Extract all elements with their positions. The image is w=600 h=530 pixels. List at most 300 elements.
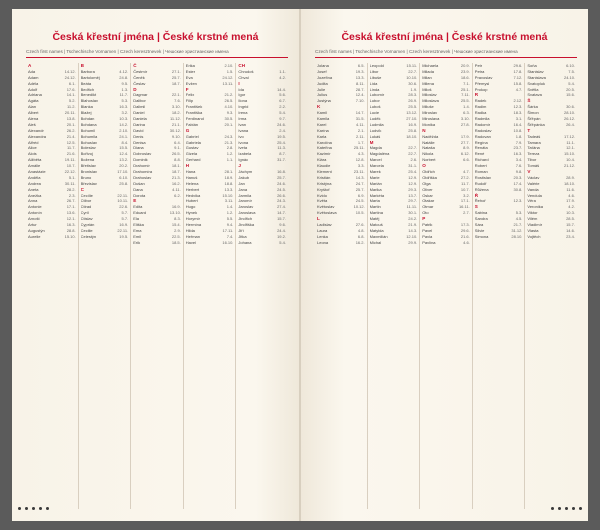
name-day-date: 1.9.	[410, 86, 418, 92]
name-day-date: 25.8.	[408, 127, 418, 133]
name-day-date: 6.10.	[119, 174, 129, 180]
name-day-date: 8.8.	[174, 157, 181, 163]
first-name: Lubomír	[369, 92, 385, 98]
letter-label: P	[422, 216, 426, 222]
name-day-date: 18.7.	[171, 169, 181, 175]
first-name: Alžběta	[28, 157, 42, 163]
name-day-date: 16.3.	[66, 222, 76, 228]
name-day-date: 8.7.	[279, 151, 286, 157]
name-day-date: 5.6.	[279, 92, 286, 98]
name-day-date: 3.11.	[224, 198, 234, 204]
first-name: Klára	[317, 157, 327, 163]
first-name: Kvido	[317, 192, 328, 198]
name-day-date: 25.5.	[408, 104, 418, 110]
name-day-date: 21.3.	[171, 174, 181, 180]
first-name: Bohdan	[80, 116, 95, 122]
name-column	[368, 63, 421, 509]
first-name: Šťěpánka	[527, 121, 545, 127]
first-name: Ivona	[238, 139, 249, 145]
first-name: Kryštof	[317, 186, 330, 192]
first-name: Justýna	[317, 98, 331, 104]
name-day-date: 6.10.	[566, 63, 575, 68]
name-day-date: 9.6.	[279, 222, 286, 228]
planner-spread	[12, 9, 588, 521]
first-name: Přemysl	[474, 80, 490, 86]
first-name: Felix	[185, 92, 195, 98]
name-day-date: 20.3.	[513, 174, 523, 180]
name-day-date: 5.5.	[226, 216, 234, 222]
first-name: Alice	[28, 145, 37, 151]
first-name: Cyril	[80, 210, 89, 216]
name-column	[131, 63, 184, 509]
first-name: Artur	[28, 222, 37, 228]
first-name: Čestmír	[133, 68, 148, 74]
first-name: Bedřich	[80, 86, 95, 92]
first-name: Iveta	[238, 145, 248, 151]
first-name: Jitka	[238, 233, 247, 239]
name-day-date: 17.9.	[566, 198, 575, 204]
name-day-date: 24.7.	[355, 180, 365, 186]
name-row	[238, 240, 286, 246]
first-name: Magda	[369, 145, 382, 151]
letter-label: Č	[133, 63, 137, 68]
name-day-date: 22.6.	[119, 204, 129, 210]
first-name: Ctislav	[80, 216, 93, 222]
first-name: Antonie	[28, 204, 42, 210]
letter-label: G	[185, 127, 190, 133]
first-name: Ester	[185, 68, 196, 74]
name-day-date: 20.9.	[460, 63, 470, 68]
name-day-date: 11.6.	[566, 186, 575, 192]
name-day-date: 14.3.	[355, 174, 365, 180]
name-day-date: 22.7.	[408, 151, 418, 157]
first-name: Jiří	[238, 227, 244, 233]
name-day-date: 27.4.	[277, 204, 286, 210]
first-name: Blažej	[80, 110, 92, 116]
letter-label: B	[80, 63, 84, 68]
name-day-date: 19.11.	[64, 157, 76, 163]
letter-label: CH	[238, 63, 246, 68]
name-day-date: 25.8.	[119, 180, 129, 186]
name-day-date: 26.12.	[563, 116, 575, 122]
first-name: Beáta	[80, 80, 92, 86]
name-day-date: 8.11.	[355, 80, 365, 86]
name-day-date: 14.12.	[64, 68, 76, 74]
first-name: Pravoslav	[474, 74, 493, 80]
name-day-date: 16.2.	[171, 180, 181, 186]
first-name: Miluše	[422, 104, 434, 110]
name-day-date: 1.5.	[226, 68, 234, 74]
name-day-date: 24.10.	[563, 74, 575, 80]
name-day-date: 20.2.	[119, 163, 129, 169]
name-day-date: 12.10.	[406, 233, 418, 239]
name-day-date: 16.11.	[458, 204, 470, 210]
first-name: Darina	[133, 121, 145, 127]
name-day-date: 28.8.	[66, 227, 76, 233]
first-name: Bartoloměj	[80, 74, 100, 80]
name-day-date: 7.6.	[515, 163, 523, 169]
name-day-date: 2.7.	[463, 210, 470, 216]
first-name: Dominik	[133, 157, 148, 163]
first-name: Luboš	[369, 104, 381, 110]
first-name: Ctirad	[80, 204, 92, 210]
first-name: Sandra	[474, 216, 488, 222]
name-day-date: 7.1.	[463, 80, 470, 86]
name-day-date: 21.3.	[224, 139, 234, 145]
first-name: Vilém	[527, 216, 538, 222]
perforation-dot	[565, 507, 568, 510]
name-day-date: 5.4.	[568, 80, 575, 86]
name-day-date: 17.8.	[513, 68, 523, 74]
first-name: Adéla	[28, 80, 39, 86]
name-day-date: 15.10.	[222, 192, 234, 198]
name-day-date: 29.6.	[460, 227, 470, 233]
first-name: Denisa	[133, 139, 146, 145]
first-name: Anastázie	[28, 169, 46, 175]
name-day-date: 4.6.	[463, 239, 470, 245]
name-day-date: 24.8.	[119, 74, 129, 80]
name-day-date: 14.2.	[119, 121, 129, 127]
first-name: Jana	[238, 186, 248, 192]
name-day-date: 2.3.	[68, 192, 76, 198]
name-day-date: 2.11.	[355, 133, 365, 139]
first-name: Matylda	[369, 227, 384, 233]
first-name: Lenka	[317, 233, 328, 239]
first-name: Pavel	[422, 227, 433, 233]
first-name: David	[133, 127, 144, 133]
first-name: Heřman	[185, 233, 201, 239]
first-name: Rostislav	[474, 174, 492, 180]
first-name: Daniel	[133, 110, 145, 116]
name-day-date: 11.2.	[66, 104, 76, 110]
name-day-date: 9.4.	[226, 222, 234, 228]
name-day-date: 22.11.	[117, 192, 129, 198]
name-day-date: 7.12.	[513, 74, 523, 80]
first-name: Naděžda	[422, 133, 439, 139]
first-name: Šťěpán	[527, 116, 541, 122]
first-name: Barbora	[80, 68, 95, 74]
name-day-date: 6.2.	[174, 192, 181, 198]
first-name: Růžena	[474, 186, 489, 192]
name-day-date: 20.5.	[566, 86, 575, 92]
name-day-date: 7.4.	[226, 233, 234, 239]
name-day-date: 6.8.	[357, 233, 365, 239]
name-day-date: 30.5.	[224, 116, 234, 122]
first-name: Dobroslav	[133, 151, 152, 157]
name-day-date: 14.4.	[277, 86, 286, 92]
first-name: Tamara	[527, 139, 541, 145]
name-day-date: 15.11.	[406, 63, 418, 68]
name-day-date: 27.1.	[171, 68, 181, 74]
first-name: Agáta	[28, 98, 39, 104]
first-name: Hugo	[185, 204, 196, 210]
name-day-date: 25.7.	[277, 174, 286, 180]
first-name: Svatava	[527, 92, 542, 98]
name-day-date: 1.4.	[463, 104, 470, 110]
first-name: Emil	[133, 233, 141, 239]
first-name: Cyprián	[80, 222, 95, 228]
first-name: Renáta	[474, 145, 488, 151]
first-name: Otakar	[422, 198, 435, 204]
first-name: Ivana	[238, 127, 249, 133]
name-day-date: 25.4.	[408, 169, 418, 175]
name-day-date: 3.3.	[357, 163, 365, 169]
name-day-date: 26.5.	[171, 151, 181, 157]
name-day-date: 4.3.	[357, 151, 365, 157]
name-day-date: 18.10.	[406, 133, 418, 139]
first-name: Ctibor	[80, 198, 92, 204]
perforation-dots	[18, 507, 49, 510]
name-day-date: 16.3.	[513, 151, 523, 157]
first-name: Kamil	[317, 110, 328, 116]
first-name: Norbert	[422, 157, 436, 163]
name-day-date: 11.3.	[277, 145, 286, 151]
first-name: Stanislava	[527, 74, 546, 80]
name-day-date: 24.1.	[119, 133, 129, 139]
name-day-date: 19.5.	[119, 233, 129, 239]
first-name: Milena	[422, 80, 434, 86]
name-day-date: 27.10.	[406, 116, 418, 122]
name-day-date: 17.11.	[222, 227, 234, 233]
first-name: Michal	[369, 239, 382, 245]
name-day-date: 5.7.	[121, 216, 129, 222]
first-name: Judita	[317, 80, 328, 86]
name-day-date: 18.6.	[460, 74, 470, 80]
first-name: Oliver	[422, 186, 433, 192]
first-name: Augustýn	[28, 227, 45, 233]
first-name: Hedvika	[185, 192, 201, 198]
name-day-date: 13.3.	[355, 74, 365, 80]
name-day-date: 16.3.	[119, 104, 129, 110]
name-day-date: 21.7.	[513, 222, 523, 228]
name-day-date: 17.10.	[117, 169, 129, 175]
first-name: Karína	[317, 127, 329, 133]
first-name: Vanda	[527, 186, 539, 192]
first-name: Rudolf	[474, 180, 487, 186]
name-day-date: 28.9.	[566, 174, 575, 180]
name-day-date: 25.5.	[460, 98, 470, 104]
name-day-date: 11.1.	[566, 139, 575, 145]
name-day-date: 18.9.	[224, 174, 234, 180]
first-name: Ladislav	[317, 222, 332, 228]
name-column	[236, 63, 288, 509]
name-day-date: 1.2.	[226, 210, 234, 216]
first-name: Roman	[474, 169, 488, 175]
name-day-date: 6.5.	[357, 63, 365, 68]
letter-label: N	[422, 127, 426, 133]
name-day-date: 31.5.	[355, 116, 365, 122]
name-day-date: 16.10.	[222, 239, 234, 245]
name-day-date: 2.12.	[513, 98, 523, 104]
name-day-date: 21.1.	[171, 121, 181, 127]
name-row	[186, 240, 234, 246]
name-day-date: 5.7.	[121, 210, 129, 216]
name-day-date: 26.5.	[224, 98, 234, 104]
first-name: Monika	[422, 121, 436, 127]
name-row	[317, 240, 365, 246]
name-column	[473, 63, 526, 509]
name-column	[525, 63, 577, 509]
perforation-dot	[32, 507, 35, 510]
name-day-date: 18.5.	[171, 239, 181, 245]
first-name: Květoslav	[317, 204, 335, 210]
name-day-date: 18.2.	[171, 110, 181, 116]
name-day-date: 17.9.	[460, 133, 470, 139]
first-name: Karla	[317, 133, 327, 139]
name-day-date: 12.9.	[408, 174, 418, 180]
first-name: Jozefína	[317, 74, 333, 80]
name-day-date: 18.3.	[513, 110, 523, 116]
name-day-date: 16.4.	[513, 121, 523, 127]
name-day-date: 5.1.	[68, 174, 76, 180]
name-day-date: 3.2.	[121, 110, 129, 116]
first-name: Marcel	[369, 157, 382, 163]
name-day-date: 10.7.	[66, 163, 76, 169]
name-day-date: 7.10.	[355, 98, 365, 104]
first-name: Jáchym	[238, 169, 253, 175]
first-name: Klement	[317, 169, 332, 175]
first-name: Dušan	[133, 180, 145, 186]
name-day-date: 10.12.	[353, 204, 365, 210]
name-day-date: 29.6.	[513, 63, 523, 68]
name-day-date: 30.8.	[513, 186, 523, 192]
name-day-date: 26.4.	[566, 121, 575, 127]
name-day-date: 25.1.	[460, 86, 470, 92]
name-columns	[315, 63, 577, 509]
letter-label: T	[527, 127, 531, 133]
first-name: Vladimír	[527, 222, 543, 228]
name-day-date: 2.10.	[224, 63, 234, 68]
first-name: Tereza	[527, 151, 540, 157]
first-name: Pavlína	[422, 239, 436, 245]
letter-label: D	[133, 86, 137, 92]
first-name: Ingrid	[238, 104, 249, 110]
name-day-date: 13.2.	[119, 157, 129, 163]
name-day-date: 4.5.	[515, 216, 523, 222]
first-name: Vlasta	[527, 227, 539, 233]
name-day-date: 10.7.	[460, 186, 470, 192]
first-name: Františka	[185, 110, 203, 116]
name-day-date: 16.9.	[119, 222, 129, 228]
first-name: Jaroslav	[238, 204, 254, 210]
first-name: Lucie	[369, 110, 380, 116]
first-name: Ilona	[238, 98, 248, 104]
first-name: Šimon	[527, 110, 539, 116]
first-name: Miloš	[422, 86, 432, 92]
name-day-date: 30.6.	[408, 80, 418, 86]
first-name: Simona	[474, 233, 489, 239]
first-name: Fabián	[185, 121, 199, 127]
name-day-date: 24.3.	[277, 198, 286, 204]
first-name: Vojtěch	[527, 233, 541, 239]
first-name: Oldřich	[422, 169, 435, 175]
first-name: Stanislav	[527, 68, 544, 74]
first-name: Jaroslava	[238, 210, 256, 216]
first-name: Jaromír	[238, 198, 252, 204]
name-day-date: 24.6.	[277, 180, 286, 186]
first-name: Ela	[133, 216, 139, 222]
first-name: René	[474, 151, 485, 157]
letter-label: S	[474, 204, 478, 210]
name-day-date: 16.9.	[171, 204, 181, 210]
first-name: Adriana	[28, 92, 42, 98]
first-name: Tibor	[527, 157, 537, 163]
first-name: Dana	[133, 186, 143, 192]
page-title: Česká křestní jména | České krstné mená	[341, 31, 548, 43]
letter-label: K	[317, 104, 321, 110]
first-name: Sára	[474, 222, 484, 228]
letter-label: L	[317, 216, 320, 222]
name-day-date: 12.1.	[66, 216, 76, 222]
first-name: Alexandr	[28, 127, 44, 133]
name-day-date: 15.6.	[566, 92, 575, 98]
name-day-date: 4.11.	[172, 186, 181, 192]
name-columns	[26, 63, 288, 509]
name-day-date: 25.7.	[355, 186, 365, 192]
first-name: Oskar	[422, 192, 433, 198]
first-name: Gizela	[185, 151, 198, 157]
first-name: Alan	[28, 104, 37, 110]
first-name: Kamila	[317, 116, 330, 122]
name-row	[370, 240, 418, 246]
first-name: Aurelie	[28, 233, 41, 239]
first-name: Jolana	[317, 63, 329, 68]
name-day-date: 18.8.	[224, 180, 234, 186]
first-name: Alfréd	[28, 139, 39, 145]
name-day-date: 24.12.	[222, 74, 234, 80]
first-name: Bořivoj	[80, 151, 93, 157]
first-name: Kateřina	[317, 145, 332, 151]
name-day-date: 21.2.	[224, 92, 234, 98]
name-day-date: 4.11.	[355, 121, 365, 127]
first-name: Bronislav	[80, 169, 98, 175]
first-name: Michaela	[422, 63, 439, 68]
first-name: Arnošt	[28, 216, 40, 222]
first-name: Jindřiška	[238, 222, 255, 228]
first-name: Libor	[369, 68, 379, 74]
first-name: Miroslava	[422, 116, 440, 122]
name-row	[81, 234, 129, 240]
first-name: Adam	[28, 74, 39, 80]
first-name: Gabriela	[185, 139, 201, 145]
name-day-date: 28.10.	[511, 233, 523, 239]
name-day-date: 12.4.	[355, 92, 365, 98]
name-row	[28, 234, 76, 240]
name-day-date: 13.11.	[222, 80, 234, 86]
first-name: Milan	[422, 74, 432, 80]
name-day-date: 13.12.	[406, 110, 418, 116]
perforation-dot	[46, 507, 49, 510]
letter-label: A	[28, 63, 32, 68]
name-day-date: 26.6.	[277, 192, 286, 198]
first-name: Hynek	[185, 210, 198, 216]
first-name: Bruno	[80, 174, 92, 180]
first-name: Radek	[474, 98, 487, 104]
first-name: Gustav	[185, 145, 199, 151]
first-name: Josef	[317, 68, 327, 74]
name-day-date: 23.7.	[513, 145, 523, 151]
name-day-date: 16.8.	[277, 169, 286, 175]
name-column	[420, 63, 473, 509]
name-day-date: 10.5.	[355, 210, 365, 216]
first-name: Květoslava	[317, 210, 337, 216]
name-day-date: 31.12.	[511, 227, 523, 233]
name-day-date: 1.8.	[515, 133, 523, 139]
name-row	[475, 234, 523, 240]
first-name: Cecílie	[80, 192, 93, 198]
name-day-date: 22.7.	[408, 145, 418, 151]
first-name: Břetislav	[80, 163, 96, 169]
